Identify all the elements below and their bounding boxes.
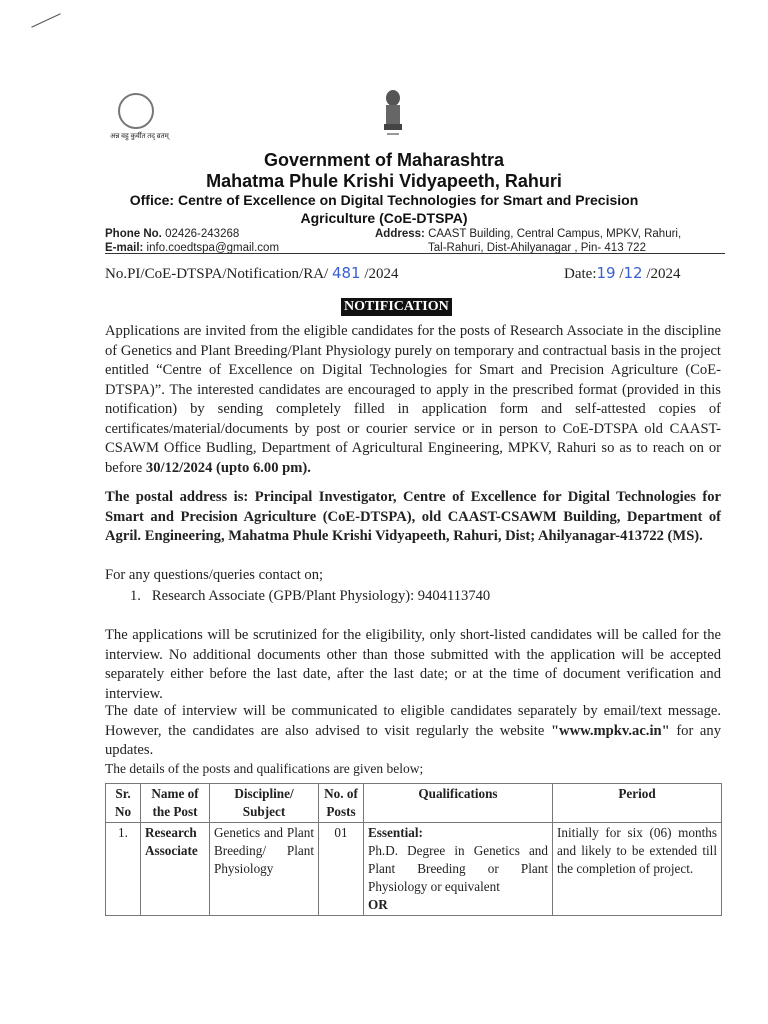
header-sr-no: Sr. No [106, 784, 141, 823]
phone: 02426-243268 [165, 228, 240, 240]
cell-posts: 01 [319, 823, 364, 916]
address-line-1: CAAST Building, Central Campus, MPKV, Rahuri, [428, 228, 682, 240]
ref-year: /2024 [364, 266, 399, 282]
qual-label: Essential: [368, 825, 423, 840]
cell-qualifications [364, 823, 553, 916]
address-block [375, 227, 681, 255]
date-month: 12 [623, 264, 643, 282]
national-emblem-icon [380, 88, 406, 138]
table-header-row [106, 784, 722, 823]
address-label: Address: [375, 228, 425, 240]
interview-paragraph [105, 702, 721, 761]
website-link[interactable]: "www.mpkv.ac.in" [550, 722, 670, 739]
header-title: Government of Maharashtra [263, 150, 505, 170]
scrutiny-paragraph: The applications will be scrutinized for the eligibility, only short-listed candidates will be called for the interview. No additional documents other than those submitted with the application will be accepted separately either before the last date, after the last date; or at the time of document verification and interview. [105, 627, 721, 702]
contact-left [105, 227, 279, 255]
deadline: 30/12/2024 (upto 6.00 pm). [145, 459, 311, 476]
address-line-2: Tal-Rahuri, Dist-Ahilyanagar , Pin- 413 722 [428, 242, 646, 254]
header-subtitle: Mahatma Phule Krishi Vidyapeeth, Rahuri [206, 171, 562, 191]
ref-number-handwritten: 481 [331, 264, 361, 282]
header-divider [105, 253, 725, 254]
cell-sr: 1. [106, 823, 141, 916]
table-row [106, 823, 722, 916]
interview-text: The date of interview will be communicated to eligible candidates separately by email/text message. However, the candidates are also advised to visit regularly the website [105, 703, 721, 739]
contact-item: 1. Research Associate (GPB/Plant Physiology): 9404113740 [130, 588, 491, 604]
date-day: 19 [596, 264, 616, 282]
date-label: Date: [564, 266, 597, 282]
office-line-1: Office: Centre of Excellence on Digital Technologies for Smart and Precision [129, 192, 639, 208]
header-discipline: Discipline/ Subject [210, 784, 319, 823]
logo-tagline: अन्न वहु कुर्वीत तद् व्रतम् [110, 132, 169, 140]
phone-label: Phone No. [105, 228, 162, 240]
ref-prefix: No.PI/CoE-DTSPA/Notification/RA/ [105, 266, 329, 282]
notification-heading: NOTIFICATION [341, 298, 452, 316]
reference-date: Date:19 /12 /2024 [564, 264, 681, 282]
postal-address: The postal address is: Principal Investigator, Centre of Excellence for Digital Technologies for Smart and Precision Agriculture (CoE-DTSPA), old CAAST-CSAWM Building, Department of Agril. Engineering, Mahatma Phule Krishi Vidyapeeth, Rahuri, Dist; Ahilyanagar-413722 (MS). [105, 489, 721, 544]
cell-post: Research Associate [141, 823, 210, 916]
header-period: Period [553, 784, 722, 823]
university-seal-icon [118, 93, 154, 129]
email-label: E-mail: [105, 242, 144, 254]
email: info.coedtspa@gmail.com [146, 242, 280, 254]
cell-period: Initially for six (06) months and likely to be extended till the completion of project. [553, 823, 722, 916]
contact-intro: For any questions/queries contact on; [105, 567, 324, 583]
intro-text: Applications are invited from the eligible candidates for the posts of Research Associate in the discipline of Genetics and Plant Breeding/Plant Physiology purely on temporary and contractual basis in the project entitled “Centre of Excellence on Digital Technologies for Smart and Precision Agriculture (CoE-DTSPA)”. The interested candidates are encouraged to apply in the prescribed format (provided in this notification) by sending completely filled in application form and self-attested copies of certificates/material/documents by post or courier service or in person to CoE-DTSPA old CAAST-CSAWM Office Budling, Department of Agricultural Engineering, MPKV, Rahuri so as to reach on or before [105, 323, 721, 476]
qual-text: Ph.D. Degree in Genetics and Plant Breeding or Plant Physiology or equivalent [368, 843, 548, 894]
header-post: Name of the Post [141, 784, 210, 823]
intro-paragraph [105, 322, 721, 478]
table-intro: The details of the posts and qualifications are given below; [105, 761, 424, 776]
reference-number [105, 264, 399, 283]
posts-table [105, 783, 722, 916]
office-line-2: Agriculture (CoE-DTSPA) [300, 210, 468, 226]
interview-text-end: for any updates. [105, 722, 722, 758]
header-qualifications: Qualifications [364, 784, 553, 823]
qual-or: OR [368, 897, 388, 912]
date-year: /2024 [646, 266, 681, 282]
header-posts: No. of Posts [319, 784, 364, 823]
university-logo [110, 93, 169, 141]
scan-mark [31, 13, 60, 27]
cell-discipline: Genetics and Plant Breeding/ Plant Physiology [210, 823, 319, 916]
